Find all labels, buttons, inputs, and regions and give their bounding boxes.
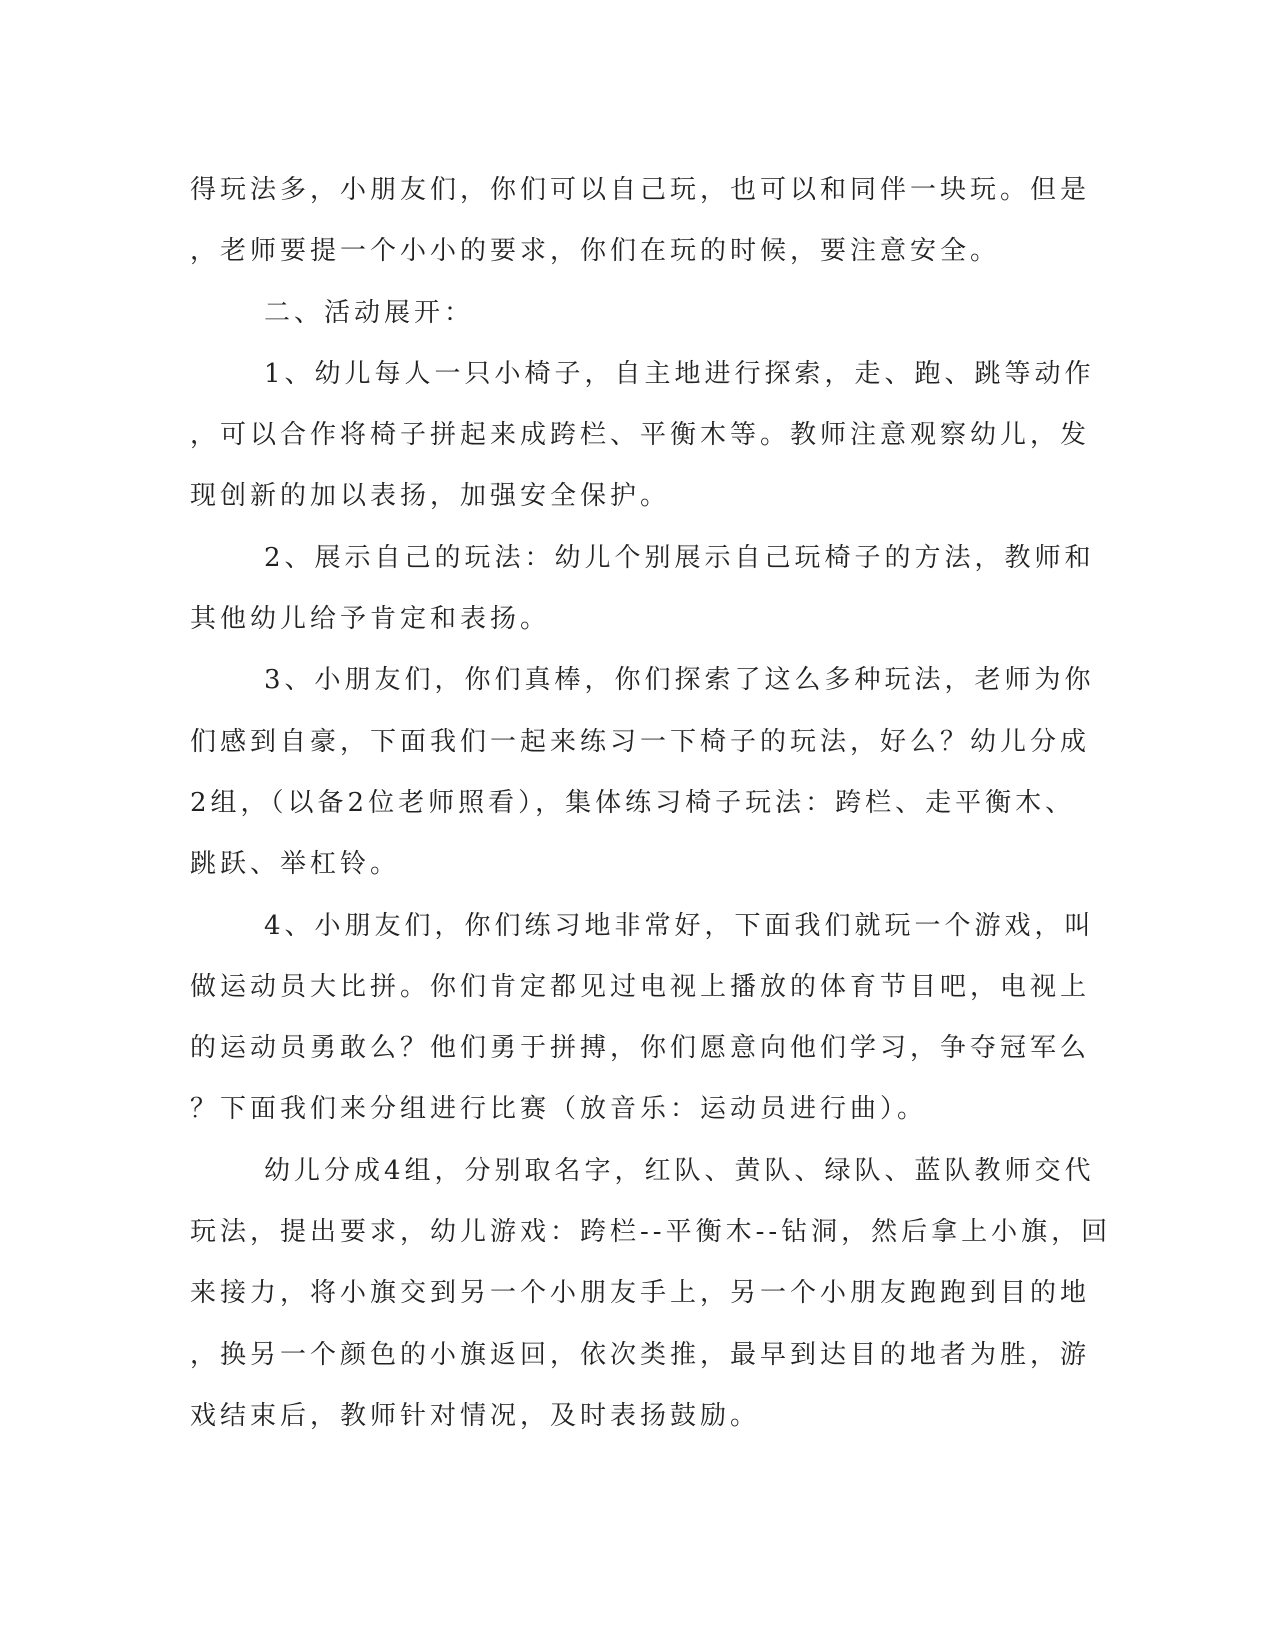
text-line: 现创新的加以表扬，加强安全保护。 xyxy=(190,481,671,512)
text-line: 3、小朋友们，你们真棒，你们探索了这么多种玩法，老师为你 xyxy=(264,665,1095,696)
text-line: 的运动员勇敢么？他们勇于拼搏，你们愿意向他们学习，争夺冠军么 xyxy=(190,1033,1091,1064)
section-heading: 二、活动展开： xyxy=(264,297,475,328)
text-line: 得玩法多，小朋友们，你们可以自己玩，也可以和同伴一块玩。但是 xyxy=(190,175,1091,205)
text-line: 玩法，提出要求，幼儿游戏：跨栏--平衡木--钻洞，然后拿上小旗，回 xyxy=(190,1217,1112,1248)
text-line: 戏结束后，教师针对情况，及时表扬鼓励。 xyxy=(190,1400,761,1431)
text-line: 4、小朋友们，你们练习地非常好，下面我们就玩一个游戏，叫 xyxy=(264,910,1095,941)
text-line: 2组，（以备2位老师照看），集体练习椅子玩法：跨栏、走平衡木、 xyxy=(190,787,1076,818)
text-line: 1、幼儿每人一只小椅子，自主地进行探索，走、跑、跳等动作 xyxy=(264,358,1095,389)
text-line: ，可以合作将椅子拼起来成跨栏、平衡木等。教师注意观察幼儿，发 xyxy=(190,420,1091,451)
text-line: 其他幼儿给予肯定和表扬。 xyxy=(190,604,551,635)
text-line: ？下面我们来分组进行比赛（放音乐：运动员进行曲）。 xyxy=(190,1094,928,1125)
text-line: 幼儿分成4组，分别取名字，红队、黄队、绿队、蓝队教师交代 xyxy=(264,1155,1095,1186)
text-line: 做运动员大比拼。你们肯定都见过电视上播放的体育节目吧，电视上 xyxy=(190,971,1091,1002)
text-line: 们感到自豪，下面我们一起来练习一下椅子的玩法，好么？幼儿分成 xyxy=(190,726,1091,757)
text-line: ，换另一个颜色的小旗返回，依次类推，最早到达目的地者为胜，游 xyxy=(190,1339,1091,1370)
text-line: 跳跃、举杠铃。 xyxy=(190,849,401,880)
text-line: 2、展示自己的玩法：幼儿个别展示自己玩椅子的方法，教师和 xyxy=(264,542,1095,573)
document-body xyxy=(190,160,1112,1447)
text-line: 来接力，将小旗交到另一个小朋友手上，另一个小朋友跑跑到目的地 xyxy=(190,1278,1091,1309)
text-line: ，老师要提一个小小的要求，你们在玩的时候，要注意安全。 xyxy=(190,236,1001,267)
